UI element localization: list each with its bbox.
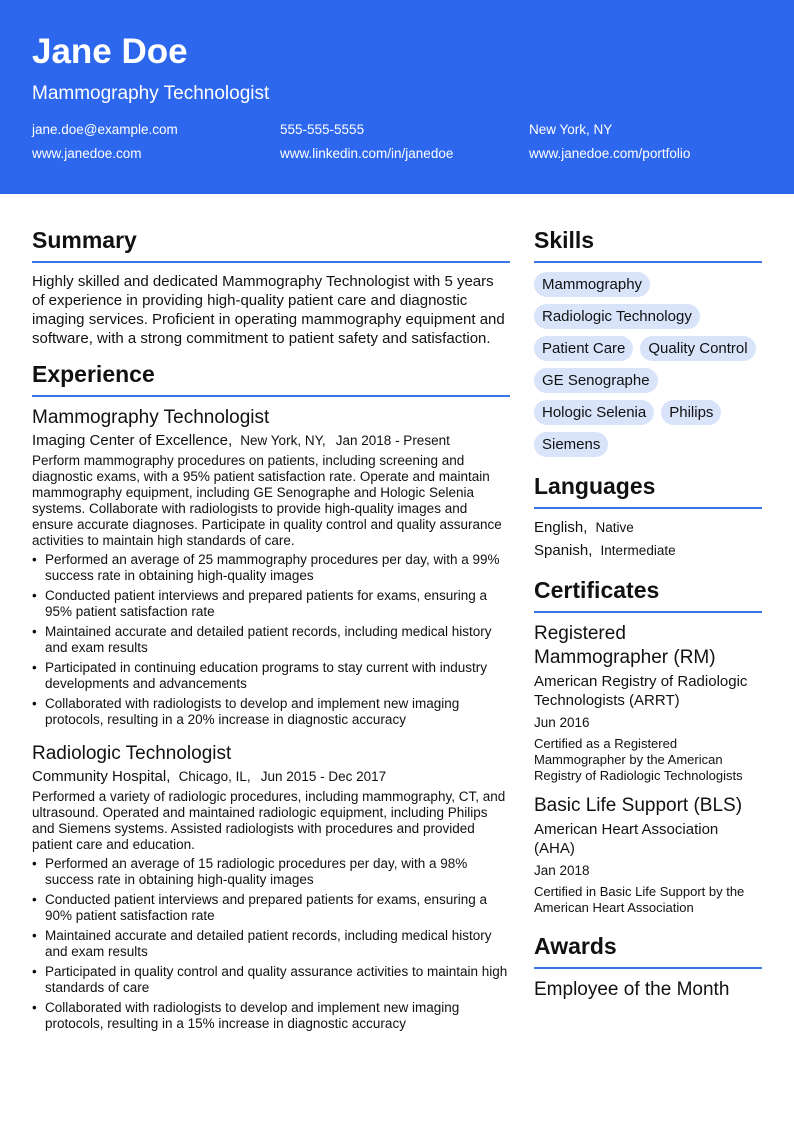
job-title: Radiologic Technologist [32, 743, 232, 764]
resume-header [0, 0, 794, 194]
language-level: Native [595, 520, 634, 535]
contact-email[interactable]: jane.doe@example.com [32, 122, 178, 137]
certificates-section [534, 576, 762, 916]
skill-chip: Radiologic Technology [534, 304, 700, 329]
contact-linkedin[interactable]: www.linkedin.com/in/janedoe [280, 146, 454, 161]
contact-phone[interactable]: 555-555-5555 [280, 122, 365, 137]
job-location: Chicago, IL, [178, 769, 251, 784]
job-meta [32, 767, 510, 786]
job-dates: Jan 2018 - Present [335, 433, 450, 448]
language-level: Intermediate [600, 543, 676, 558]
job-dates: Jun 2015 - Dec 2017 [260, 769, 387, 784]
experience-section [32, 360, 510, 1032]
job-description: Performed a variety of radiologic procedures, including mammography, CT, and ultrasound. Operated and maintained radiologic equipment, including Philips and Siemens systems. Assisted radiologists with procedures and provided patient care and education. [32, 789, 506, 852]
bullet-item: • Participated in continuing education programs to stay current with industry developments and advancements [32, 660, 487, 691]
skill-chip: Quality Control [640, 336, 755, 361]
skill-chip: Mammography [534, 272, 650, 297]
job-bullets [32, 552, 510, 728]
job-location: New York, NY, [240, 433, 326, 448]
contact-website[interactable]: www.janedoe.com [32, 146, 142, 161]
language-name: Spanish, [534, 542, 593, 559]
languages-heading: Languages [534, 472, 762, 509]
languages-section [534, 472, 762, 560]
bullet-item: • Performed an average of 15 radiologic procedures per day, with a 98% success rate in obtaining high-quality images [32, 856, 468, 887]
experience-entry [32, 742, 510, 1032]
bullet-item: • Collaborated with radiologists to develop and implement new imaging protocols, resulting in a 20% increase in diagnostic accuracy [32, 696, 460, 727]
contact-location: New York, NY [529, 122, 613, 137]
skill-chip: Patient Care [534, 336, 633, 361]
bullet-item: • Maintained accurate and detailed patient records, including medical history and exam results [32, 624, 492, 655]
awards-section [534, 932, 762, 1002]
experience-entry [32, 406, 510, 728]
job-bullets [32, 856, 510, 1032]
skill-chip: GE Senographe [534, 368, 658, 393]
certificate-description: Certified in Basic Life Support by the American Heart Association [534, 884, 745, 915]
candidate-name: Jane Doe [32, 32, 188, 71]
bullet-item: • Conducted patient interviews and prepared patients for exams, ensuring a 95% patient satisfaction rate [32, 588, 488, 619]
award-name: Employee of the Month [534, 979, 730, 1000]
certificate-name: Registered Mammographer (RM) [534, 623, 716, 668]
certificate-description: Certified as a Registered Mammographer by the American Registry of Radiologic Technologists [534, 736, 743, 783]
certificates-heading: Certificates [534, 576, 762, 613]
skill-chip: Hologic Selenia [534, 400, 654, 425]
skills-heading: Skills [534, 226, 762, 263]
bullet-item: • Collaborated with radiologists to develop and implement new imaging protocols, resulting in a 15% increase in diagnostic accuracy [32, 1000, 460, 1031]
bullet-item: • Participated in quality control and quality assurance activities to maintain high standards of care [32, 964, 508, 995]
main-column [32, 226, 510, 1046]
certificate-date: Jun 2016 [534, 715, 590, 730]
job-title: Mammography Technologist [32, 407, 270, 428]
side-column [534, 226, 762, 1002]
contact-portfolio[interactable]: www.janedoe.com/portfolio [529, 146, 691, 161]
skills-list [534, 272, 762, 457]
bullet-item: • Conducted patient interviews and prepared patients for exams, ensuring a 90% patient satisfaction rate [32, 892, 488, 923]
job-company: Imaging Center of Excellence, [32, 432, 233, 449]
language-name: English, [534, 519, 588, 536]
experience-heading: Experience [32, 360, 510, 397]
job-meta [32, 431, 510, 450]
summary-section [32, 226, 510, 348]
job-company: Community Hospital, [32, 768, 171, 785]
skill-chip: Philips [661, 400, 721, 425]
skills-section [534, 226, 762, 457]
bullet-item: • Maintained accurate and detailed patient records, including medical history and exam results [32, 928, 492, 959]
summary-heading: Summary [32, 226, 510, 263]
summary-text: Highly skilled and dedicated Mammography Technologist with 5 years of experience in providing high-quality patient care and diagnostic imaging services. Proficient in operating mammography equipment and software, with a strong commitment to patient safety and satisfaction. [32, 273, 505, 347]
language-item [534, 518, 762, 537]
certificate-date: Jan 2018 [534, 863, 590, 878]
awards-heading: Awards [534, 932, 762, 969]
candidate-title: Mammography Technologist [32, 83, 270, 104]
certificate-name: Basic Life Support (BLS) [534, 795, 743, 816]
certificate-org: American Heart Association (AHA) [534, 821, 719, 857]
certificate-entry [534, 794, 762, 916]
skill-chip: Siemens [534, 432, 608, 457]
job-description: Perform mammography procedures on patients, including screening and diagnostic exams, with a 95% patient satisfaction rate. Operate and maintain mammography equipment, including GE Senographe and Hologic Selenia systems. Collaborate with radiologists to provide high-quality images and ensure accurate diagnoses. Participate in quality control and quality assurance activities to maintain high standards of care. [32, 453, 502, 548]
certificate-org: American Registry of Radiologic Technologists (ARRT) [534, 673, 748, 709]
language-item [534, 541, 762, 560]
bullet-item: • Performed an average of 25 mammography procedures per day, with a 99% success rate in obtaining high-quality images [32, 552, 500, 583]
certificate-entry [534, 622, 762, 784]
